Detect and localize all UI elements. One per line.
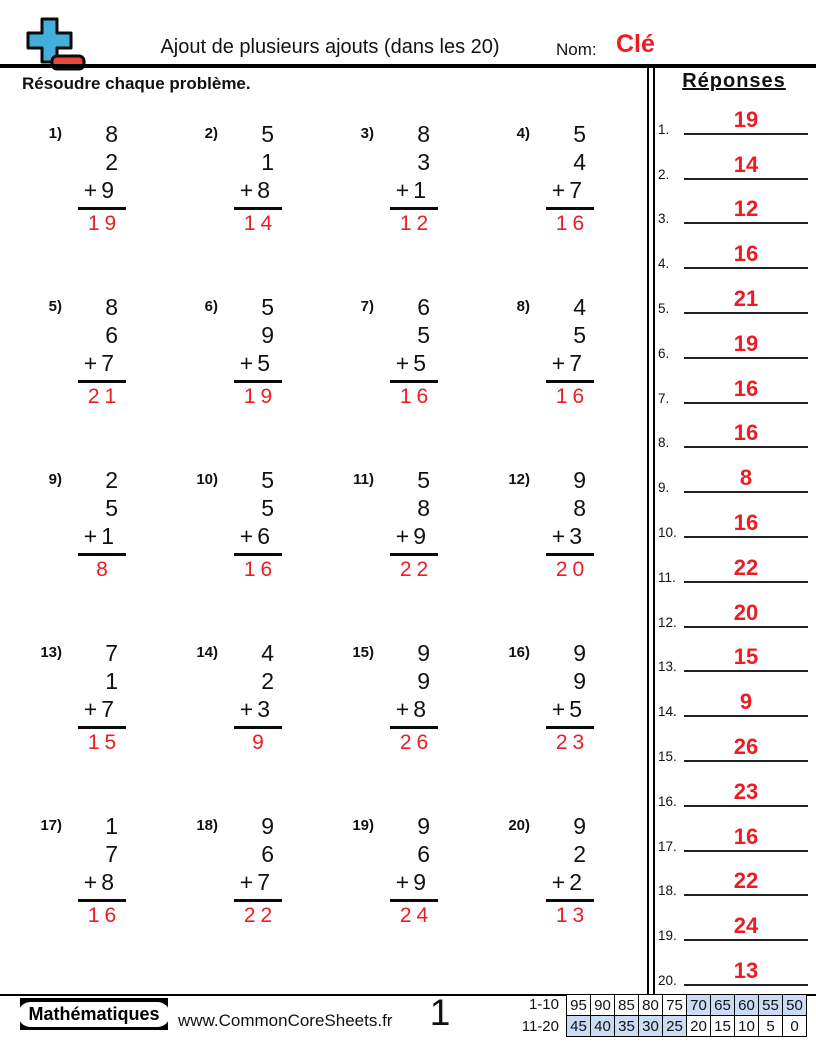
answer-number: 19.: [658, 928, 677, 944]
answer-value: 13: [733, 957, 759, 983]
problem-7: [332, 275, 488, 448]
problem-answer: 22: [234, 899, 282, 929]
answer-value: 22: [733, 868, 759, 894]
addends-stack: [232, 639, 282, 794]
problem-13: [20, 621, 176, 794]
addends-stack: [388, 293, 438, 448]
addend-3: +3: [239, 696, 274, 722]
problem-answer: 14: [234, 207, 282, 237]
answer-number: 17.: [658, 838, 677, 854]
addends-stack: [544, 120, 594, 275]
addend-2: 1: [105, 668, 118, 694]
problem-answer: 16: [234, 553, 282, 583]
answer-row-3: [658, 185, 810, 230]
answer-row-18: [658, 857, 810, 902]
answer-value: 16: [733, 241, 759, 267]
addend-2: 1: [261, 149, 274, 175]
answer-number: 5.: [658, 300, 670, 316]
score-cell: 10: [735, 1016, 759, 1037]
score-cell: 5: [759, 1016, 783, 1037]
answer-value: 16: [733, 375, 759, 401]
problem-number: 10): [196, 471, 218, 488]
name-label: Nom:: [556, 40, 597, 59]
answer-number: 14.: [658, 704, 677, 720]
addend-2: 8: [573, 495, 586, 521]
problem-11: [332, 448, 488, 621]
answer-value: 14: [733, 151, 759, 177]
problem-number: 16): [508, 644, 530, 661]
score-cell: 90: [591, 995, 615, 1016]
problem-answer: 26: [390, 726, 438, 756]
score-label-11-20: 11-20: [521, 1017, 559, 1035]
addend-1: 9: [573, 813, 586, 839]
addend-3: +5: [239, 350, 274, 376]
answer-row-19: [658, 901, 810, 946]
problem-answer: 9: [234, 726, 282, 756]
answer-blank-line: [684, 420, 808, 448]
answer-row-14: [658, 677, 810, 722]
answer-number: 20.: [658, 972, 677, 988]
answer-row-2: [658, 140, 810, 185]
problem-18: [176, 794, 332, 967]
addend-1: 6: [417, 294, 430, 320]
problem-number: 20): [508, 817, 530, 834]
addend-1: 4: [573, 294, 586, 320]
answer-row-20: [658, 946, 810, 991]
problem-answer: 8: [78, 553, 126, 583]
answer-value: 26: [733, 733, 759, 759]
score-cell: 35: [615, 1016, 639, 1037]
answer-row-11: [658, 543, 810, 588]
addend-3: +7: [551, 350, 586, 376]
addends-stack: [232, 466, 282, 621]
problem-number: 19): [352, 817, 374, 834]
answer-blank-line: [684, 152, 808, 180]
answer-blank-line: [684, 376, 808, 404]
addend-3: +2: [551, 869, 586, 895]
answer-number: 13.: [658, 659, 677, 675]
addend-3: +7: [83, 696, 118, 722]
addend-1: 8: [105, 121, 118, 147]
addend-1: 4: [261, 640, 274, 666]
answer-number: 11.: [658, 569, 676, 585]
answer-number: 15.: [658, 748, 677, 764]
answer-value: 16: [733, 823, 759, 849]
addend-1: 9: [573, 640, 586, 666]
problem-5: [20, 275, 176, 448]
answer-row-8: [658, 409, 810, 454]
answer-row-13: [658, 633, 810, 678]
addends-stack: [76, 466, 126, 621]
problem-6: [176, 275, 332, 448]
addend-2: 9: [417, 668, 430, 694]
problem-answer: 16: [546, 207, 594, 237]
answer-blank-line: [684, 286, 808, 314]
problem-8: [488, 275, 644, 448]
page-title: Ajout de plusieurs ajouts (dans les 20): [160, 36, 500, 58]
problem-number: 12): [508, 471, 530, 488]
score-row-labels: [512, 994, 566, 1037]
answers-panel: [658, 70, 810, 991]
score-cell: 25: [663, 1016, 687, 1037]
brand-bar: [20, 998, 168, 1030]
answer-number: 12.: [658, 614, 677, 630]
problem-number: 1): [48, 125, 62, 142]
vertical-divider: [647, 68, 655, 994]
brand-logo: Mathématiques: [18, 1002, 169, 1027]
score-cell: 55: [759, 995, 783, 1016]
answer-number: 6.: [658, 345, 670, 361]
problem-answer: 16: [546, 380, 594, 410]
answer-number: 7.: [658, 390, 670, 406]
score-cell: 85: [615, 995, 639, 1016]
answer-row-10: [658, 498, 810, 543]
problem-15: [332, 621, 488, 794]
answer-value: 22: [733, 554, 759, 580]
addend-1: 8: [105, 294, 118, 320]
addend-2: 8: [417, 495, 430, 521]
addend-2: 2: [261, 668, 274, 694]
problem-19: [332, 794, 488, 967]
problem-number: 18): [196, 817, 218, 834]
answer-number: 3.: [658, 211, 670, 227]
score-cell: 30: [639, 1016, 663, 1037]
addend-2: 9: [261, 322, 274, 348]
problem-answer: 22: [390, 553, 438, 583]
answer-blank-line: [684, 779, 808, 807]
page-number: 1: [429, 992, 451, 1033]
addends-stack: [232, 120, 282, 275]
score-cell: 65: [711, 995, 735, 1016]
addends-stack: [76, 812, 126, 967]
problem-number: 3): [360, 125, 374, 142]
answer-number: 18.: [658, 883, 677, 899]
addend-1: 8: [417, 121, 430, 147]
problem-answer: 24: [390, 899, 438, 929]
problem-9: [20, 448, 176, 621]
answer-value: 24: [733, 913, 759, 939]
addend-2: 5: [417, 322, 430, 348]
problem-number: 9): [48, 471, 62, 488]
problem-answer: 16: [78, 899, 126, 929]
addend-1: 1: [105, 813, 118, 839]
answer-row-1: [658, 95, 810, 140]
addend-1: 5: [417, 467, 430, 493]
addend-1: 5: [261, 121, 274, 147]
answer-value: 8: [739, 465, 753, 491]
answer-blank-line: [684, 689, 808, 717]
answer-blank-line: [684, 600, 808, 628]
answer-row-9: [658, 453, 810, 498]
addend-3: +7: [551, 177, 586, 203]
problem-16: [488, 621, 644, 794]
problem-3: [332, 102, 488, 275]
answer-value: 23: [733, 778, 759, 804]
addend-3: +3: [551, 523, 586, 549]
addend-1: 5: [573, 121, 586, 147]
problems-grid: [20, 102, 644, 972]
score-cell: 50: [783, 995, 807, 1016]
addend-3: +1: [83, 523, 118, 549]
addends-stack: [544, 639, 594, 794]
addend-3: +8: [83, 869, 118, 895]
addends-stack: [232, 293, 282, 448]
addends-stack: [76, 120, 126, 275]
problem-answer: 13: [546, 899, 594, 929]
addend-3: +7: [239, 869, 274, 895]
addends-stack: [232, 812, 282, 967]
answer-blank-line: [684, 107, 808, 135]
addend-1: 5: [261, 467, 274, 493]
answer-row-4: [658, 229, 810, 274]
addends-stack: [544, 293, 594, 448]
addend-3: +5: [395, 350, 430, 376]
addend-3: +5: [551, 696, 586, 722]
problem-14: [176, 621, 332, 794]
addend-2: 2: [573, 841, 586, 867]
addend-1: 7: [105, 640, 118, 666]
problem-number: 11): [353, 471, 374, 488]
problem-answer: 15: [78, 726, 126, 756]
answer-row-6: [658, 319, 810, 364]
addend-1: 9: [573, 467, 586, 493]
problem-17: [20, 794, 176, 967]
answer-value: 20: [733, 599, 759, 625]
addend-2: 5: [261, 495, 274, 521]
answer-key-badge: Clé: [616, 30, 655, 58]
score-label-1-10: 1-10: [528, 996, 559, 1013]
addends-stack: [388, 812, 438, 967]
problem-number: 13): [40, 644, 62, 661]
answer-blank-line: [684, 465, 808, 493]
score-cell: 75: [663, 995, 687, 1016]
problem-number: 17): [40, 817, 62, 834]
problem-number: 7): [360, 298, 374, 315]
answer-value: 9: [739, 689, 753, 715]
answer-row-15: [658, 722, 810, 767]
addends-stack: [388, 120, 438, 275]
score-table: [512, 994, 807, 1037]
answer-number: 1.: [658, 121, 670, 137]
addends-stack: [544, 466, 594, 621]
addend-2: 6: [417, 841, 430, 867]
answer-blank-line: [684, 913, 808, 941]
score-cell: 70: [687, 995, 711, 1016]
score-cell: 20: [687, 1016, 711, 1037]
score-cell: 15: [711, 1016, 735, 1037]
problem-2: [176, 102, 332, 275]
addend-3: +6: [239, 523, 274, 549]
problem-number: 4): [516, 125, 530, 142]
problem-20: [488, 794, 644, 967]
problem-answer: 19: [78, 207, 126, 237]
problem-number: 2): [204, 125, 218, 142]
addend-2: 9: [573, 668, 586, 694]
instructions-text: Résoudre chaque problème.: [22, 74, 251, 93]
addend-1: 2: [105, 467, 118, 493]
answer-blank-line: [684, 958, 808, 986]
answer-blank-line: [684, 196, 808, 224]
problem-number: 6): [204, 298, 218, 315]
score-cell: 80: [639, 995, 663, 1016]
addend-3: +8: [395, 696, 430, 722]
answer-blank-line: [684, 555, 808, 583]
problem-answer: 21: [78, 380, 126, 410]
addends-stack: [76, 639, 126, 794]
answer-value: 12: [733, 196, 759, 222]
problem-answer: 20: [546, 553, 594, 583]
answer-blank-line: [684, 824, 808, 852]
addend-3: +1: [395, 177, 430, 203]
problem-10: [176, 448, 332, 621]
score-cell: 45: [567, 1016, 591, 1037]
addend-3: +9: [83, 177, 118, 203]
problem-answer: 23: [546, 726, 594, 756]
addend-2: 6: [261, 841, 274, 867]
score-cell: 60: [735, 995, 759, 1016]
addend-3: +7: [83, 350, 118, 376]
addend-1: 5: [261, 294, 274, 320]
addend-2: 2: [105, 149, 118, 175]
problem-answer: 19: [234, 380, 282, 410]
addends-stack: [388, 466, 438, 621]
addend-2: 5: [105, 495, 118, 521]
addends-stack: [544, 812, 594, 967]
answer-blank-line: [684, 331, 808, 359]
score-grid: [566, 994, 807, 1037]
answer-row-12: [658, 588, 810, 633]
website-link: www.CommonCoreSheets.fr: [178, 1011, 393, 1030]
addend-1: 9: [417, 640, 430, 666]
answer-row-16: [658, 767, 810, 812]
answer-value: 21: [733, 285, 759, 311]
answer-value: 15: [733, 644, 759, 670]
problem-4: [488, 102, 644, 275]
answer-blank-line: [684, 510, 808, 538]
addends-stack: [76, 293, 126, 448]
answer-number: 9.: [658, 480, 670, 496]
addend-3: +9: [395, 523, 430, 549]
addend-2: 7: [105, 841, 118, 867]
problem-number: 5): [48, 298, 62, 315]
answer-number: 4.: [658, 256, 670, 272]
answer-value: 16: [733, 420, 759, 446]
addends-stack: [388, 639, 438, 794]
answer-blank-line: [684, 644, 808, 672]
addend-2: 4: [573, 149, 586, 175]
answer-value: 16: [733, 509, 759, 535]
answer-blank-line: [684, 241, 808, 269]
addend-3: +8: [239, 177, 274, 203]
addend-2: 3: [417, 149, 430, 175]
answer-number: 8.: [658, 435, 670, 451]
answer-number: 16.: [658, 793, 677, 809]
problem-number: 15): [352, 644, 374, 661]
problem-answer: 12: [390, 207, 438, 237]
addend-1: 9: [417, 813, 430, 839]
answer-row-5: [658, 274, 810, 319]
answer-blank-line: [684, 734, 808, 762]
score-cell: 95: [567, 995, 591, 1016]
problem-answer: 16: [390, 380, 438, 410]
answer-row-7: [658, 364, 810, 409]
answer-blank-line: [684, 868, 808, 896]
problem-number: 8): [516, 298, 530, 315]
addend-1: 9: [261, 813, 274, 839]
addend-2: 5: [573, 322, 586, 348]
answer-number: 2.: [658, 166, 670, 182]
answer-number: 10.: [658, 524, 677, 540]
answer-row-17: [658, 812, 810, 857]
problem-1: [20, 102, 176, 275]
problem-number: 14): [196, 644, 218, 661]
score-cell: 0: [783, 1016, 807, 1037]
score-cell: 40: [591, 1016, 615, 1037]
answer-value: 19: [733, 106, 759, 132]
problem-12: [488, 448, 644, 621]
addend-2: 6: [105, 322, 118, 348]
answer-value: 19: [733, 330, 759, 356]
addend-3: +9: [395, 869, 430, 895]
header-divider: [0, 64, 816, 68]
answers-panel-title: Réponses: [682, 70, 786, 92]
